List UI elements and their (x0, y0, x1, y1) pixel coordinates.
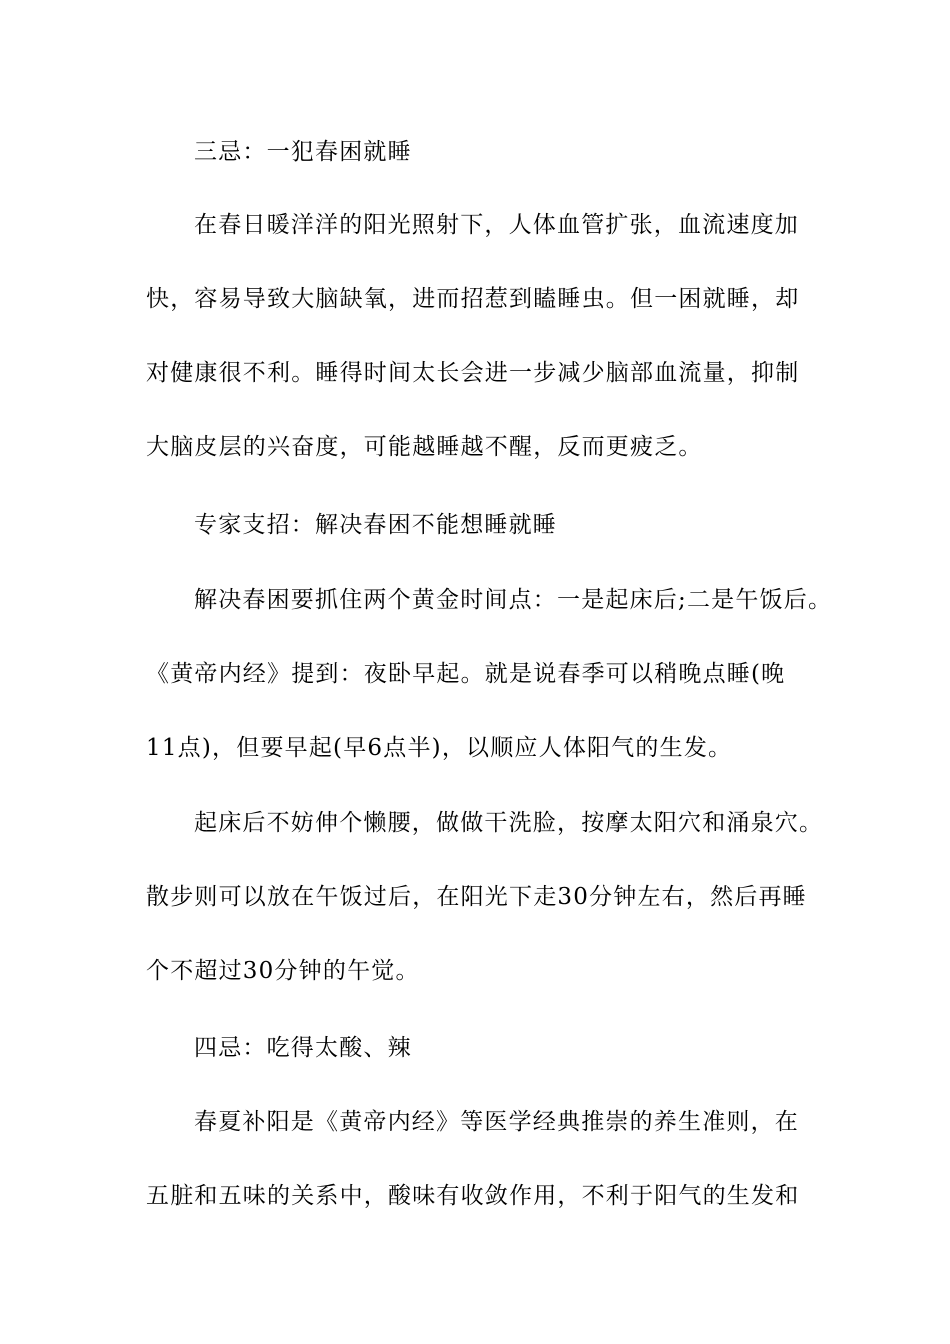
heading-expert-tip: 专家支招：解决春困不能想睡就睡 (194, 512, 557, 538)
paragraph-line: 《黄帝内经》提到：夜卧早起。就是说春季可以稍晚点睡(晚 (146, 661, 786, 687)
paragraph-line: 五脏和五味的关系中，酸味有收敛作用，不利于阳气的生发和 (146, 1183, 800, 1209)
paragraph-line: 对健康很不利。睡得时间太长会进一步减少脑部血流量，抑制 (146, 360, 800, 386)
paragraph-line: 起床后不妨伸个懒腰，做做干洗脸，按摩太阳穴和涌泉穴。 (194, 810, 824, 836)
heading-three-taboos: 三忌：一犯春困就睡 (194, 139, 412, 165)
paragraph-line: 快，容易导致大脑缺氧，进而招惹到瞌睡虫。但一困就睡，却 (146, 286, 800, 312)
paragraph-line: 散步则可以放在午饭过后，在阳光下走30分钟左右，然后再睡 (146, 884, 807, 910)
heading-four-taboos: 四忌：吃得太酸、辣 (194, 1035, 412, 1061)
paragraph-line: 解决春困要抓住两个黄金时间点：一是起床后;二是午饭后。 (194, 587, 833, 613)
paragraph-line: 在春日暖洋洋的阳光照射下，人体血管扩张，血流速度加 (194, 212, 799, 238)
paragraph-line: 春夏补阳是《黄帝内经》等医学经典推崇的养生准则，在 (194, 1109, 799, 1135)
paragraph-line: 11点)，但要早起(早6点半)，以顺应人体阳气的生发。 (146, 735, 733, 761)
paragraph-line: 大脑皮层的兴奋度，可能越睡越不醒，反而更疲乏。 (146, 434, 703, 460)
paragraph-line: 个不超过30分钟的午觉。 (146, 958, 420, 984)
